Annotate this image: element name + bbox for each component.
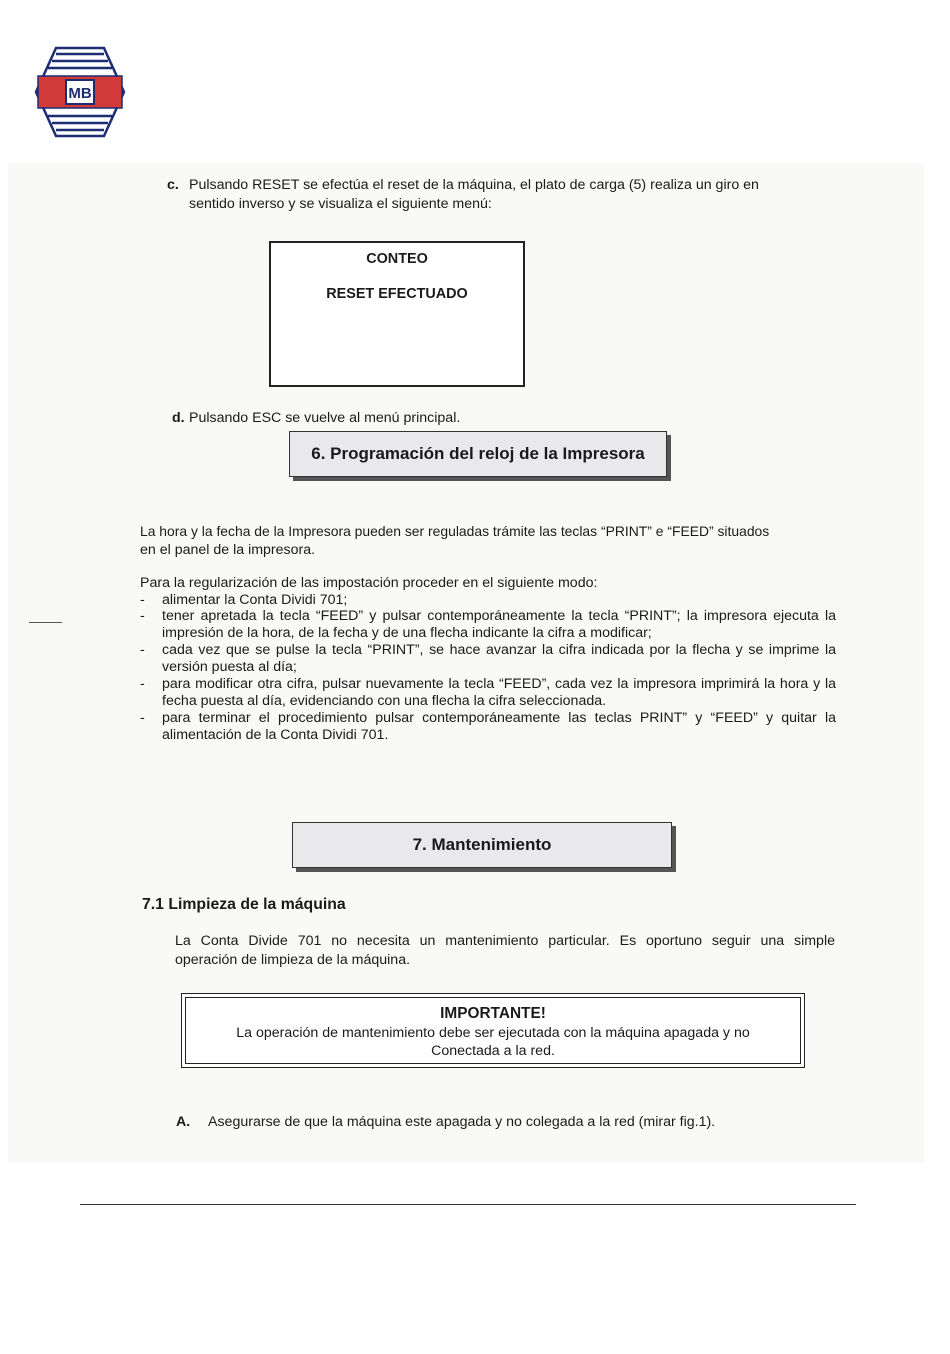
section-7-heading: 7. Mantenimiento — [292, 822, 672, 868]
bullet-item-1 — [140, 592, 836, 609]
important-line1: La operación de mantenimiento debe ser ejecutada con la máquina apagada y no — [236, 1025, 750, 1041]
company-logo — [34, 46, 126, 138]
item-d-letter: d. — [172, 410, 185, 426]
item-c — [167, 176, 829, 194]
intro-line2: en el panel de la impresora. — [140, 542, 316, 558]
bullet-dash: - — [140, 592, 145, 608]
screen-line-conteo: CONTEO — [366, 251, 428, 267]
bullet-dash: - — [140, 676, 145, 692]
item-a-letter: A. — [176, 1114, 191, 1130]
screen-line-reset: RESET EFECTUADO — [326, 286, 468, 302]
bullet-text: cada vez que se pulse la tecla “PRINT”, se hace avanzar la cifra indicada por la flecha y se imprime la versión puesta al día; — [162, 642, 836, 675]
footer-rule — [80, 1204, 856, 1205]
bullet-text: para modificar otra cifra, pulsar nuevamente la tecla “FEED”, cada vez la impresora imprimirá la hora y la fecha puesta al día, evidenciando con una flecha la cifra seleccionada. — [162, 676, 836, 709]
cleaning-line2: operación de limpieza de la máquina. — [175, 952, 411, 968]
section-6-heading: 6. Programación del reloj de la Impresora — [289, 431, 667, 477]
important-line2: Conectada a la red. — [431, 1043, 555, 1059]
important-notice-inner — [185, 997, 801, 1064]
bullet-item-4 — [140, 676, 836, 710]
item-c-line2: sentido inverso y se visualiza el siguiente menú: — [189, 196, 492, 212]
bullet-text: alimentar la Conta Dividi 701; — [162, 592, 348, 608]
margin-mark — [29, 622, 62, 623]
important-title: IMPORTANTE! — [440, 1005, 546, 1022]
display-screen-box — [269, 241, 525, 387]
bullet-item-2 — [140, 608, 836, 642]
item-c-line1: Pulsando RESET se efectúa el reset de la máquina, el plato de carga (5) realiza un giro en — [189, 177, 759, 193]
bullet-item-5 — [140, 710, 836, 744]
logo-text: MB — [68, 85, 92, 102]
subsection-7-1-title: 7.1 Limpieza de la máquina — [142, 896, 346, 913]
intro-line3: Para la regularización de las impostación proceder en el siguiente modo: — [140, 575, 598, 591]
item-c-letter: c. — [167, 177, 179, 193]
intro-line1: La hora y la fecha de la Impresora pueden ser reguladas trámite las teclas “PRINT” e “FEED” situados — [140, 523, 770, 539]
item-d — [172, 409, 460, 427]
item-d-text: Pulsando ESC se vuelve al menú principal. — [189, 410, 461, 426]
bullet-dash: - — [140, 642, 145, 658]
bullet-text: para terminar el procedimiento pulsar contemporáneamente las teclas PRINT” y “FEED” y quitar la alimentación de la Conta Dividi 701. — [162, 710, 836, 743]
important-notice-box — [181, 993, 805, 1068]
bullet-item-3 — [140, 642, 836, 676]
item-a — [176, 1113, 715, 1131]
bullet-dash: - — [140, 608, 145, 624]
cleaning-line1: La Conta Divide 701 no necesita un mantenimiento particular. Es oportuno seguir una simple — [175, 933, 835, 949]
item-a-text: Asegurarse de que la máquina este apagada y no colegada a la red (mirar fig.1). — [208, 1114, 716, 1130]
bullet-dash: - — [140, 710, 145, 726]
bullet-text: tener apretada la tecla “FEED” y pulsar contemporáneamente la tecla “PRINT”; la impresora ejecuta la impresión de la hora, de la fecha y de una flecha indicante la cifra a modificar; — [162, 608, 836, 641]
